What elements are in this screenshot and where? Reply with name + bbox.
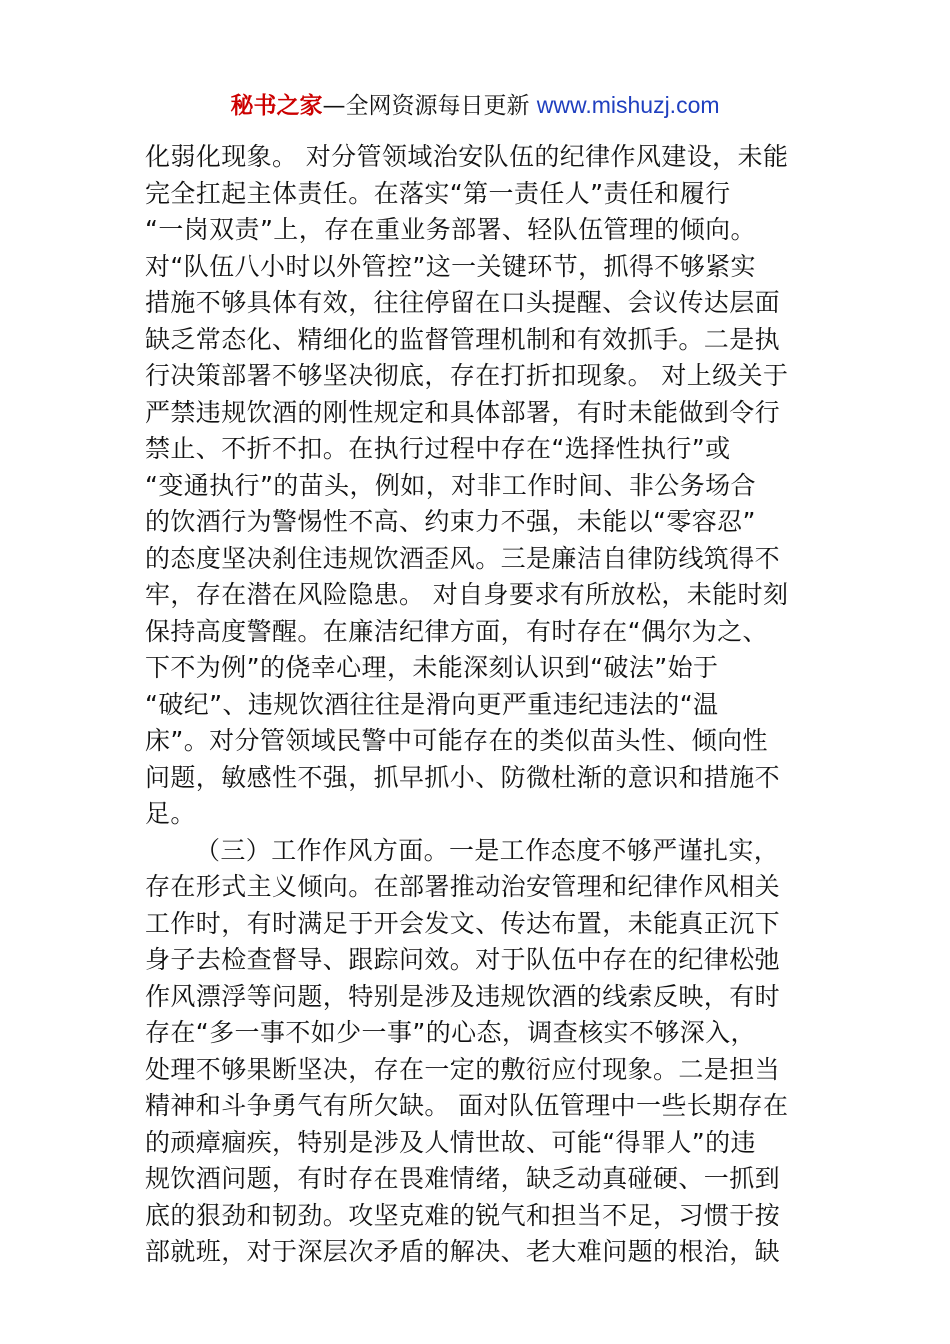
text-line: 精神和斗争勇气有所欠缺。 面对队伍管理中一些长期存在 [145, 1091, 789, 1120]
text-line: 禁止、不折不扣。在执行过程中存在“选择性执行”或 [145, 434, 731, 463]
site-header [0, 88, 950, 123]
text-line: 底的狠劲和韧劲。攻坚克难的锐气和担当不足，习惯于按 [145, 1200, 781, 1230]
text-line: 化弱化现象。 对分管领域治安队伍的纪律作风建设，未能 [145, 142, 789, 171]
text-line: 身子去检查督导、跟踪问效。对于队伍中存在的纪律松弛 [145, 945, 781, 974]
text-line: 保持高度警醒。在廉洁纪律方面，有时存在“偶尔为之、 [145, 616, 768, 646]
text-line: 缺乏常态化、精细化的监督管理机制和有效抓手。二是执 [145, 324, 781, 354]
text-line: 下不为例”的侥幸心理，未能深刻认识到“破法”始于 [145, 653, 719, 682]
text-line: “变通执行”的苗头，例如，对非工作时间、非公务场合 [145, 470, 756, 500]
text-line: 存在“多一事不如少一事”的心态，调查核实不够深入， [145, 1018, 756, 1047]
brand-name: 秘书之家 [230, 93, 323, 119]
text-line: 行决策部署不够坚决彻底，存在打折扣现象。 对上级关于 [145, 361, 789, 390]
section-heading-line: （三）工作作风方面。一是工作态度不够严谨扎实， [195, 835, 780, 865]
text-line: 的饮酒行为警惕性不高、约束力不强，未能以“零容忍” [145, 507, 756, 536]
text-line: 存在形式主义倾向。在部署推动治安管理和纪律作风相关 [145, 872, 781, 901]
text-line: 的顽瘴痼疾，特别是涉及人情世故、可能“得罪人”的违 [145, 1127, 756, 1157]
text-line: 牢，存在潜在风险隐患。 对自身要求有所放松，未能时刻 [145, 580, 789, 609]
text-line: “一岗双责”上，存在重业务部署、轻队伍管理的倾向。 [145, 215, 756, 244]
text-line: “破纪”、违规饮酒往往是滑向更严重违纪违法的“温 [145, 689, 719, 719]
text-line: 措施不够具体有效，往往停留在口头提醒、会议传达层面 [145, 288, 781, 317]
text-line: 处理不够果断坚决，存在一定的敷衍应付现象。二是担当 [145, 1054, 781, 1084]
text-line: 的态度坚决刹住违规饮酒歪风。三是廉洁自律防线筑得不 [145, 543, 781, 573]
text-line: 床”。对分管领域民警中可能存在的类似苗头性、倾向性 [145, 726, 768, 755]
header-tagline: —全网资源每日更新 [322, 93, 537, 119]
text-line: 严禁违规饮酒的刚性规定和具体部署，有时未能做到令行 [145, 397, 781, 427]
text-line: 工作时，有时满足于开会发文、传达布置，未能真正沉下 [145, 908, 781, 938]
text-line: 问题，敏感性不强，抓早抓小、防微杜渐的意识和措施不 [145, 762, 781, 792]
text-line: 对“队伍八小时以外管控”这一关键环节，抓得不够紧实 [145, 251, 756, 281]
document-body [145, 139, 805, 1271]
text-line: 足。 [145, 799, 196, 828]
text-line: 完全扛起主体责任。在落实“第一责任人”责任和履行 [145, 178, 731, 208]
text-line: 作风漂浮等问题，特别是涉及违规饮酒的线索反映，有时 [145, 981, 781, 1011]
text-line: 部就班，对于深层次矛盾的解决、老大难问题的根治，缺 [145, 1237, 781, 1266]
site-url-link[interactable]: www.mishuzj.com [536, 92, 720, 118]
text-line: 规饮酒问题，有时存在畏难情绪，缺乏动真碰硬、一抓到 [145, 1164, 781, 1193]
